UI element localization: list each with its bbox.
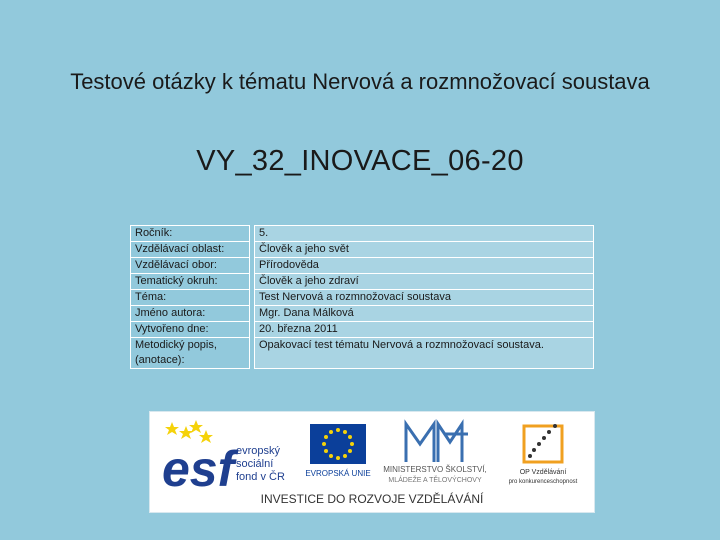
eu-text: EVROPSKÁ UNIE: [305, 469, 371, 478]
slide-code: VY_32_INOVACE_06-20: [196, 145, 524, 177]
table-row: [131, 338, 594, 369]
op-line1: OP Vzdělávání: [519, 469, 567, 476]
row-label: Vytvořeno dne:: [131, 322, 250, 338]
slide-title: Testové otázky k tématu Nervová a rozmnožovací soustava: [70, 69, 650, 94]
row-value: Člověk a jeho zdraví: [255, 274, 594, 290]
esf-logo: [162, 420, 285, 497]
msmt-logo: [383, 424, 487, 484]
row-label: Tematický okruh:: [131, 274, 250, 290]
table-row: [131, 226, 594, 242]
row-value: 20. března 2011: [255, 322, 594, 338]
row-value: Test Nervová a rozmnožovací soustava: [255, 290, 594, 306]
row-value: 5.: [255, 226, 594, 242]
logo-banner-graphic: [150, 412, 594, 512]
metadata-table: [130, 225, 594, 369]
table-row: [131, 274, 594, 290]
row-label: Jméno autora:: [131, 306, 250, 322]
table-row: [131, 258, 594, 274]
svg-text:esf: esf: [162, 441, 235, 497]
esf-line3: fond v ČR: [236, 471, 285, 483]
row-label: Vzdělávací obor:: [131, 258, 250, 274]
msmt-line2: MLÁDEŽE A TĚLOVÝCHOVY: [388, 477, 482, 484]
op-line2: pro konkurenceschopnost: [508, 479, 578, 485]
row-label: Ročník:: [131, 226, 250, 242]
row-label: Metodický popis, (anotace):: [131, 338, 250, 369]
msmt-line1: MINISTERSTVO ŠKOLSTVÍ,: [383, 465, 487, 474]
logo-footer: INVESTICE DO ROZVOJE VZDĚLÁVÁNÍ: [260, 492, 484, 506]
op-logo: [509, 424, 578, 485]
table-row: [131, 306, 594, 322]
row-label: Téma:: [131, 290, 250, 306]
table-row: [131, 290, 594, 306]
row-value: Přírodověda: [255, 258, 594, 274]
esf-line1: evropský: [236, 445, 281, 457]
row-label: Vzdělávací oblast:: [131, 242, 250, 258]
table-row: [131, 322, 594, 338]
row-value: Člověk a jeho svět: [255, 242, 594, 258]
row-value: Opakovací test tématu Nervová a rozmnožovací soustava.: [255, 338, 594, 369]
table-row: [131, 242, 594, 258]
row-value: Mgr. Dana Málková: [255, 306, 594, 322]
esf-line2: sociální: [236, 458, 274, 470]
logo-banner: [150, 412, 594, 512]
eu-flag-logo: [305, 424, 370, 478]
